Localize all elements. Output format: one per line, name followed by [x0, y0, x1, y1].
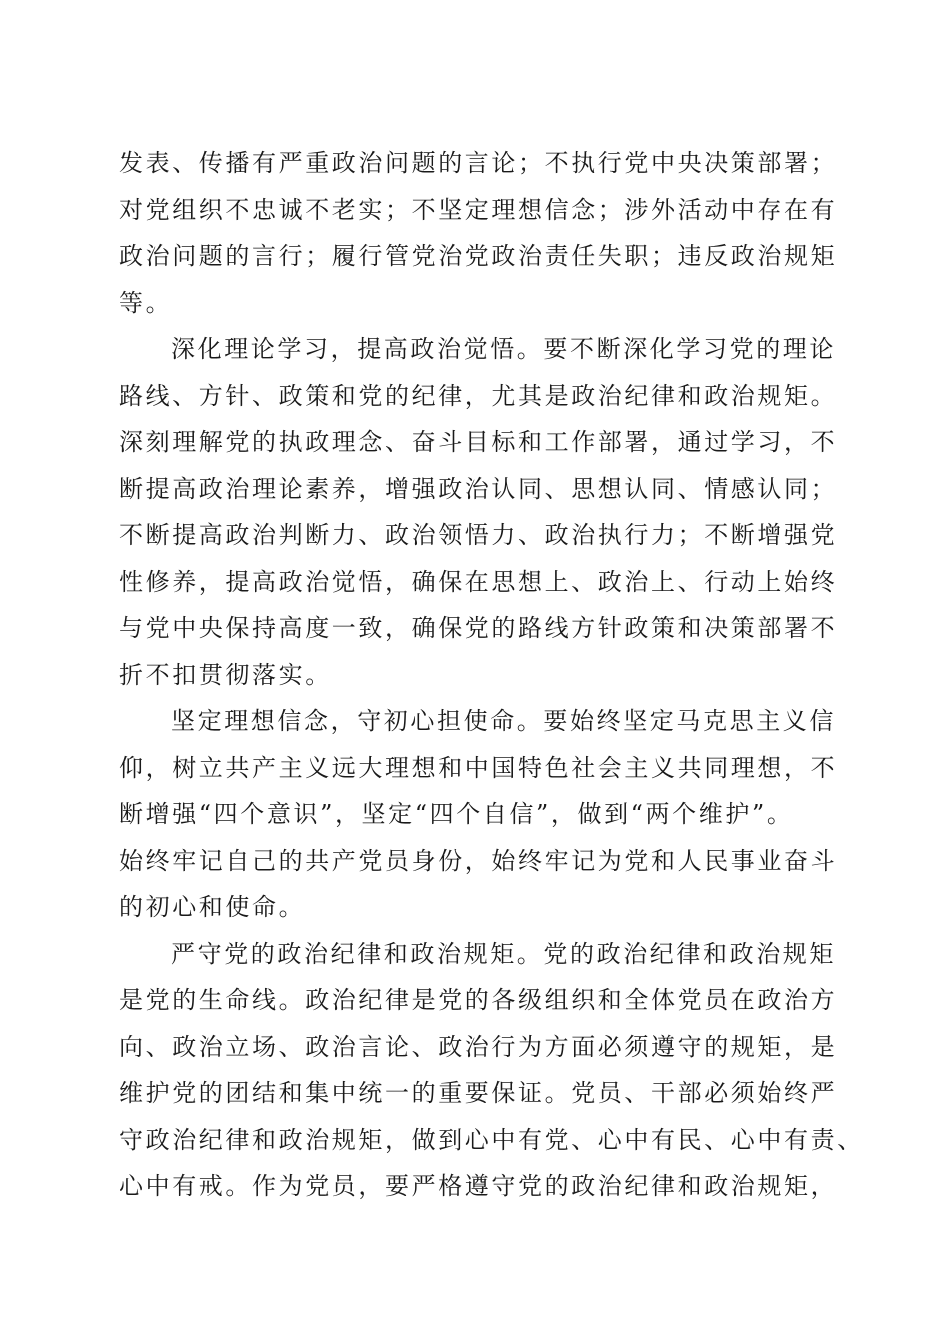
paragraph-line: 发表、传播有严重政治问题的言论；不执行党中央决策部署；	[119, 149, 838, 177]
paragraph-2	[119, 326, 839, 698]
paragraph-line: 维护党的团结和集中统一的重要保证。党员、干部必须始终严	[119, 1079, 838, 1107]
paragraph-line: 是党的生命线。政治纪律是党的各级组织和全体党员在政治方	[119, 986, 838, 1014]
paragraph-line: 对党组织不忠诚不老实；不坚定理想信念；涉外活动中存在有	[119, 195, 838, 224]
paragraph-line: 始终牢记自己的共产党员身份，始终牢记为党和人民事业奋斗	[119, 846, 838, 875]
paragraph-line: 坚定理想信念，守初心担使命。要始终坚定马克思主义信	[171, 707, 836, 735]
paragraph-line: 折不扣贯彻落实。	[119, 660, 332, 689]
paragraph-line: 深化理论学习，提高政治觉悟。要不断深化学习党的理论	[171, 335, 836, 363]
paragraph-line: 向、政治立场、政治言论、政治行为方面必须遵守的规矩，是	[119, 1032, 838, 1061]
paragraph-line: 政治问题的言行；履行管党治党政治责任失职；违反政治规矩	[119, 242, 838, 270]
paragraph-line: 严守党的政治纪律和政治规矩。党的政治纪律和政治规矩	[171, 939, 836, 968]
paragraph-4	[119, 931, 864, 1210]
paragraph-line: 的初心和使命。	[119, 893, 306, 921]
paragraph-line: 断增强“四个意识”，坚定“四个自信”，做到“两个维护”。	[119, 800, 794, 828]
paragraph-line: 断提高政治理论素养，增强政治认同、思想认同、情感认同；	[119, 474, 838, 503]
paragraph-1	[119, 140, 839, 326]
paragraph-line: 路线、方针、政策和党的纪律，尤其是政治纪律和政治规矩。	[119, 381, 838, 410]
paragraph-line: 守政治纪律和政治规矩，做到心中有党、心中有民、心中有责、	[119, 1125, 864, 1154]
paragraph-3	[119, 698, 839, 931]
paragraph-line: 心中有戒。作为党员，要严格遵守党的政治纪律和政治规矩，	[119, 1172, 838, 1200]
paragraph-line: 深刻理解党的执政理念、奋斗目标和工作部署，通过学习，不	[119, 428, 838, 456]
paragraph-line: 仰，树立共产主义远大理想和中国特色社会主义共同理想，不	[119, 753, 838, 782]
paragraph-line: 性修养，提高政治觉悟，确保在思想上、政治上、行动上始终	[119, 567, 838, 596]
paragraph-line: 等。	[119, 288, 173, 317]
document-body	[119, 140, 864, 1210]
paragraph-line: 不断提高政治判断力、政治领悟力、政治执行力；不断增强党	[119, 521, 838, 549]
paragraph-line: 与党中央保持高度一致，确保党的路线方针政策和决策部署不	[119, 614, 838, 642]
